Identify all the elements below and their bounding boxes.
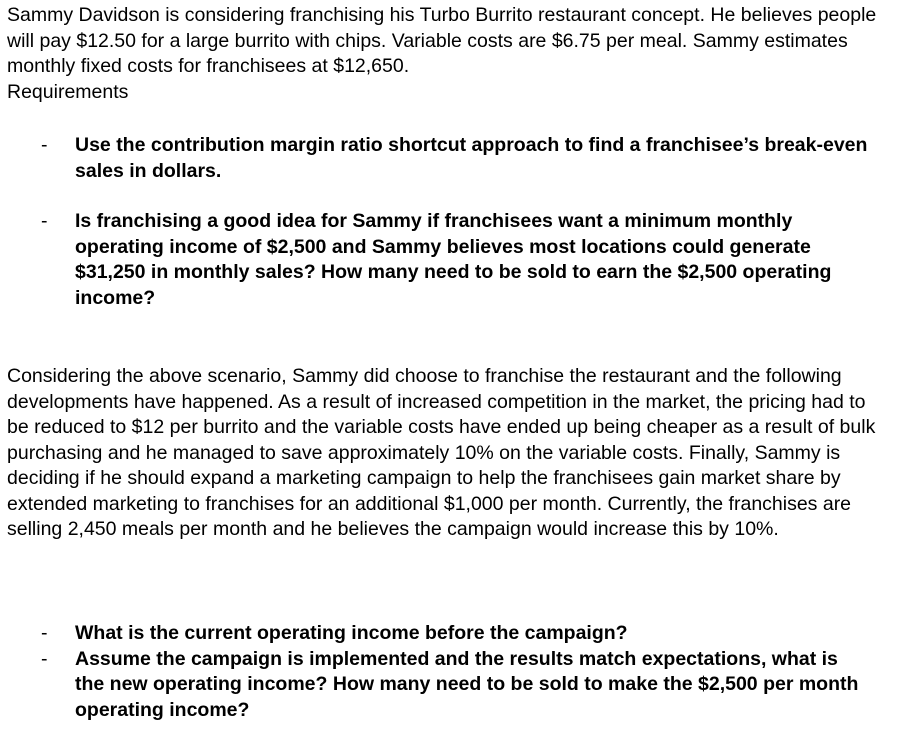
- requirement-text: Use the contribution margin ratio shortcut approach to find a franchisee’s break-even sales in dollars.: [75, 134, 868, 182]
- bullet-dash: -: [41, 134, 48, 156]
- list-item: [7, 621, 891, 647]
- requirement-text: Is franchising a good idea for Sammy if franchisees want a minimum monthly operating income of $2,500 and Sammy believes most locations could generate $31,250 in monthly sales? How many need to be sold to earn the $2,500 operating income?: [75, 210, 832, 309]
- bullet-dash: -: [41, 210, 48, 232]
- requirements-label: Requirements: [7, 80, 129, 103]
- list-item: [7, 133, 891, 184]
- scenario-paragraph: Considering the above scenario, Sammy did choose to franchise the restaurant and the following developments have happened. As a result of increased competition in the market, the pricing had to be reduced to $12 per burrito and the variable costs have ended up being cheaper as a result of bulk purchasing and he managed to save approximately 10% on the variable costs. Finally, Sammy is deciding if he should expand a marketing campaign to help the franchisees gain market share by extended marketing to franchises for an additional $1,000 per month. Currently, the franchises are selling 2,450 meals per month and he believes the campaign would increase this by 10%.: [7, 365, 876, 540]
- intro-paragraph: [7, 3, 877, 105]
- list-item: [7, 647, 891, 724]
- bullet-dash: -: [41, 647, 48, 670]
- intro-text: Sammy Davidson is considering franchising his Turbo Burrito restaurant concept. He believes people will pay $12.50 for a large burrito with chips. Variable costs are $6.75 per meal. Sammy estimates monthly fixed costs for franchisees at $12,650.: [7, 4, 877, 77]
- requirement-text: Assume the campaign is implemented and the results match expectations, what is the new operating income? How many need to be sold to make the $2,500 per month operating income?: [75, 647, 859, 721]
- requirements-list-part2: [7, 621, 891, 723]
- requirement-text: What is the current operating income before the campaign?: [75, 622, 628, 644]
- bullet-dash: -: [41, 622, 48, 644]
- list-item: [7, 209, 891, 311]
- requirements-list-part1: [7, 133, 891, 311]
